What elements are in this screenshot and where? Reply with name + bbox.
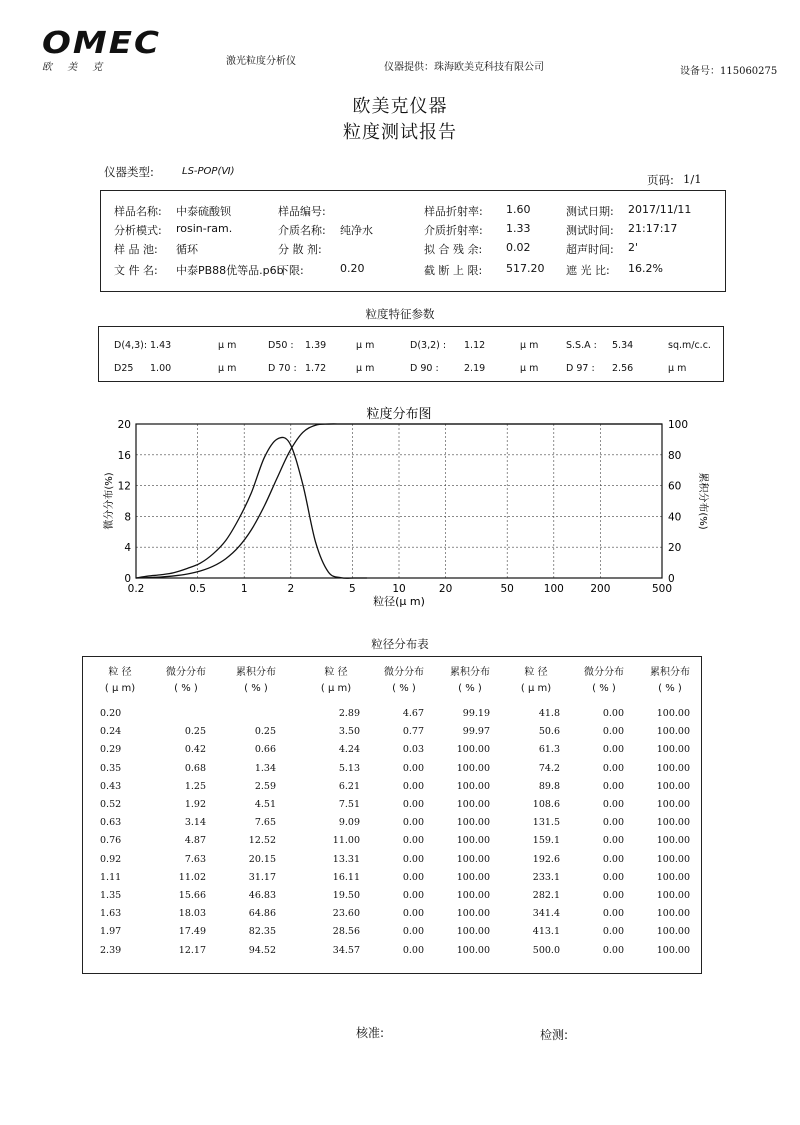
- param-label: D(3,2) :: [410, 340, 447, 351]
- y-right-tick-label: 100: [668, 419, 689, 431]
- table-cell: 100.00: [656, 835, 690, 847]
- table-cell: 1.92: [184, 799, 206, 810]
- table-cell: 0.35: [100, 762, 122, 774]
- table-cell: 0.00: [402, 853, 424, 865]
- info-label: 文 件 名:: [114, 264, 158, 277]
- instrument-type-value: LS-POP(Ⅵ): [182, 166, 235, 177]
- table-cell: 12.17: [178, 944, 206, 956]
- table-cell: 12.52: [248, 835, 276, 847]
- param-unit: μ m: [520, 340, 539, 351]
- param-value: 1.72: [305, 363, 327, 374]
- table-cell: 192.6: [532, 853, 560, 865]
- x-tick-label: 100: [543, 583, 564, 595]
- table-cell: 100.00: [456, 835, 490, 847]
- table-cell: 5.13: [338, 762, 360, 774]
- table-cell: 89.8: [538, 780, 560, 792]
- info-label: 测试日期:: [566, 205, 614, 218]
- table-cell: 100.00: [456, 926, 490, 938]
- table-cell: 0.24: [100, 726, 122, 738]
- table-cell: 4.67: [402, 708, 424, 719]
- table-cell: 0.29: [100, 744, 122, 756]
- param-label: D 97 :: [566, 363, 595, 374]
- table-cell: 34.57: [332, 944, 360, 956]
- table-header-line2: ( % ): [174, 683, 198, 694]
- table-cell: 31.17: [248, 871, 276, 883]
- table-cell: 100.00: [456, 871, 490, 883]
- x-tick-label: 0.2: [127, 583, 145, 595]
- param-unit: μ m: [218, 340, 237, 351]
- table-cell: 0.76: [100, 835, 122, 847]
- table-cell: 0.66: [254, 744, 276, 756]
- info-label: 样 品 池:: [114, 243, 158, 256]
- approve-label: 核准:: [356, 1026, 385, 1040]
- table-header-line2: ( % ): [244, 683, 268, 694]
- table-cell: 0.00: [402, 799, 424, 810]
- info-label: 测试时间:: [566, 224, 614, 237]
- table-header-line2: ( % ): [458, 683, 482, 694]
- table-header-line1: 微分分布: [584, 667, 624, 678]
- table-cell: 0.00: [602, 780, 624, 792]
- report-title: 粒度测试报告: [343, 122, 457, 143]
- table-cell: 2.89: [338, 708, 360, 719]
- table-cell: 100.00: [656, 708, 690, 719]
- info-value: 16.2%: [628, 262, 663, 275]
- table-cell: 19.50: [332, 890, 360, 901]
- page-value: 1/1: [683, 172, 702, 186]
- table-cell: 100.00: [456, 762, 490, 774]
- table-cell: 50.6: [538, 726, 560, 738]
- param-value: 1.39: [305, 340, 327, 351]
- param-unit: μ m: [520, 363, 539, 374]
- table-cell: 0.00: [602, 908, 624, 920]
- table-cell: 0.00: [602, 835, 624, 847]
- table-cell: 0.00: [602, 762, 624, 774]
- device-number: 设备号：115060275: [680, 66, 778, 77]
- x-tick-label: 20: [438, 583, 453, 595]
- y-tick-label: 0: [124, 573, 131, 585]
- param-unit: μ m: [356, 340, 375, 351]
- info-value: 循环: [176, 243, 198, 256]
- table-cell: 0.00: [602, 744, 624, 756]
- info-label: 介质名称:: [278, 224, 326, 237]
- report-title-company: 欧美克仪器: [352, 96, 448, 117]
- table-cell: 0.68: [184, 762, 206, 774]
- table-cell: 17.49: [178, 926, 206, 938]
- y-axis-label: 微分分布(%): [104, 472, 115, 530]
- param-value: 1.12: [464, 340, 486, 351]
- table-cell: 0.00: [602, 853, 624, 865]
- y-right-tick-label: 40: [668, 511, 682, 524]
- table-cell: 23.60: [332, 908, 360, 920]
- x-tick-label: 500: [651, 583, 673, 595]
- table-cell: 18.03: [178, 908, 206, 920]
- table-cell: 100.00: [456, 890, 490, 901]
- y-tick-label: 16: [117, 449, 131, 462]
- table-cell: 1.34: [254, 762, 276, 774]
- table-cell: 1.97: [100, 926, 122, 938]
- table-cell: 11.02: [178, 871, 206, 883]
- info-value: 21:17:17: [628, 222, 678, 235]
- table-cell: 413.1: [532, 926, 560, 938]
- particle-size-chart: [100, 400, 720, 620]
- table-cell: 100.00: [656, 908, 690, 920]
- info-value: 0.02: [506, 241, 531, 254]
- table-cell: 0.20: [100, 708, 122, 719]
- table-cell: 0.52: [100, 799, 122, 810]
- y-right-tick-label: 0: [668, 573, 675, 585]
- table-cell: 82.35: [248, 926, 276, 938]
- table-header-line2: ( % ): [392, 683, 416, 694]
- table-cell: 1.11: [100, 871, 122, 883]
- logo-subtext: 欧 美 克: [42, 62, 109, 73]
- table-cell: 1.35: [100, 890, 122, 901]
- y-axis-right-label: 累积分布(%): [697, 472, 708, 530]
- info-label: 样品编号:: [278, 205, 326, 218]
- y-tick-label: 4: [124, 542, 131, 555]
- table-header-line1: 累积分布: [450, 667, 490, 678]
- table-cell: 2.39: [100, 944, 122, 956]
- table-cell: 100.00: [656, 890, 690, 901]
- logo-text: OMEC: [42, 25, 161, 61]
- table-cell: 100.00: [456, 908, 490, 920]
- y-tick-label: 8: [124, 511, 131, 524]
- param-label: D25: [114, 363, 134, 374]
- table-header-line1: 微分分布: [384, 667, 424, 678]
- table-header-line1: 微分分布: [166, 667, 206, 678]
- param-value: 1.43: [150, 340, 172, 351]
- x-tick-label: 200: [590, 583, 611, 595]
- table-cell: 7.51: [338, 799, 360, 810]
- table-cell: 1.25: [184, 780, 206, 792]
- table-cell: 0.25: [254, 726, 276, 738]
- table-header-line2: ( % ): [658, 683, 682, 694]
- table-cell: 0.00: [602, 817, 624, 829]
- table-cell: 108.6: [532, 799, 560, 810]
- info-value: 1.60: [506, 203, 531, 216]
- table-cell: 0.03: [402, 744, 424, 756]
- table-cell: 0.42: [184, 744, 206, 756]
- table-cell: 159.1: [532, 835, 560, 847]
- table-cell: 100.00: [656, 853, 690, 865]
- table-cell: 15.66: [178, 890, 206, 901]
- y-tick-label: 12: [117, 480, 131, 493]
- table-cell: 0.92: [100, 853, 122, 865]
- table-cell: 99.19: [462, 708, 490, 719]
- info-value: 中泰硫酸钡: [176, 205, 231, 218]
- table-cell: 500.0: [532, 944, 560, 956]
- table-cell: 100.00: [656, 926, 690, 938]
- table-cell: 282.1: [532, 890, 560, 901]
- param-unit: sq.m/c.c.: [668, 340, 711, 351]
- instrument-provider: 仪器提供：珠海欧美克科技有限公司: [384, 62, 544, 73]
- x-tick-label: 10: [392, 583, 406, 595]
- table-cell: 100.00: [456, 744, 490, 756]
- info-label: 分析模式:: [114, 224, 162, 237]
- x-axis-label: 粒径(μ m): [373, 595, 425, 608]
- param-value: 5.34: [612, 340, 634, 351]
- info-value: 517.20: [506, 262, 545, 275]
- table-cell: 0.00: [602, 944, 624, 956]
- table-cell: 0.25: [184, 726, 206, 738]
- params-title: 粒度特征参数: [365, 307, 435, 321]
- table-header-line1: 粒 径: [324, 667, 348, 678]
- table-cell: 0.00: [402, 944, 424, 956]
- table-cell: 100.00: [456, 944, 490, 956]
- table-cell: 6.21: [338, 780, 360, 792]
- table-cell: 0.00: [602, 726, 624, 738]
- y-tick-label: 20: [117, 419, 131, 431]
- table-cell: 0.63: [100, 817, 122, 829]
- table-cell: 100.00: [656, 944, 690, 956]
- table-cell: 0.43: [100, 780, 122, 792]
- table-header-line1: 累积分布: [236, 667, 276, 678]
- param-label: D 90 :: [410, 363, 439, 374]
- info-value: 纯净水: [340, 224, 373, 237]
- table-cell: 0.00: [602, 926, 624, 938]
- y-right-tick-label: 60: [668, 480, 682, 493]
- table-cell: 7.65: [254, 817, 276, 829]
- chart-container: [100, 400, 720, 620]
- table-cell: 0.00: [602, 708, 624, 719]
- table-cell: 41.8: [538, 708, 560, 719]
- instrument-type-label: 仪器类型:: [104, 165, 154, 179]
- table-header-line2: ( μ m): [320, 683, 352, 694]
- info-label: 拟 合 残 余:: [424, 243, 483, 256]
- info-value: rosin-ram.: [176, 222, 233, 235]
- table-cell: 3.50: [338, 726, 360, 738]
- table-cell: 61.3: [538, 744, 560, 756]
- table-cell: 11.00: [332, 835, 360, 847]
- table-cell: 0.00: [602, 871, 624, 883]
- table-cell: 20.15: [248, 853, 276, 865]
- info-value: 2017/11/11: [628, 203, 692, 216]
- table-cell: 100.00: [656, 744, 690, 756]
- info-label: 介质折射率:: [424, 224, 483, 237]
- param-label: D(4,3):: [114, 340, 148, 351]
- table-cell: 1.63: [100, 908, 122, 920]
- page-label: 页码:: [647, 173, 674, 187]
- param-label: S.S.A :: [566, 340, 597, 351]
- x-tick-label: 5: [349, 583, 356, 595]
- table-cell: 9.09: [338, 817, 360, 829]
- table-cell: 0.00: [402, 835, 424, 847]
- table-header-line1: 粒 径: [108, 667, 132, 678]
- info-label: 超声时间:: [566, 243, 614, 256]
- chart-title: 粒度分布图: [366, 407, 432, 422]
- info-label: 分 散 剂:: [278, 243, 322, 256]
- param-unit: μ m: [668, 363, 687, 374]
- table-header-line2: ( % ): [592, 683, 616, 694]
- table-cell: 74.2: [538, 762, 560, 774]
- table-cell: 341.4: [532, 908, 560, 920]
- table-cell: 100.00: [656, 817, 690, 829]
- param-value: 2.56: [612, 363, 634, 374]
- table-cell: 100.00: [456, 780, 490, 792]
- table-cell: 0.77: [402, 726, 424, 738]
- info-label: 遮 光 比:: [566, 264, 610, 277]
- table-cell: 2.59: [254, 780, 276, 792]
- table-cell: 4.51: [254, 799, 276, 810]
- table-cell: 100.00: [456, 799, 490, 810]
- table-cell: 0.00: [402, 908, 424, 920]
- y-right-tick-label: 80: [668, 449, 682, 462]
- table-cell: 0.00: [602, 890, 624, 901]
- table-cell: 0.00: [402, 817, 424, 829]
- info-value: 1.33: [506, 222, 531, 235]
- table-cell: 100.00: [456, 853, 490, 865]
- table-cell: 100.00: [656, 780, 690, 792]
- table-cell: 94.52: [248, 944, 276, 956]
- table-cell: 4.87: [184, 835, 206, 847]
- table-cell: 100.00: [656, 799, 690, 810]
- table-header-line2: ( μ m): [520, 683, 552, 694]
- table-cell: 13.31: [332, 853, 360, 865]
- param-value: 2.19: [464, 363, 486, 374]
- table-cell: 4.24: [338, 744, 360, 756]
- table-header-line1: 粒 径: [524, 667, 548, 678]
- param-label: D50 :: [268, 340, 294, 351]
- table-cell: 100.00: [656, 762, 690, 774]
- table-cell: 233.1: [532, 871, 560, 883]
- table-cell: 46.83: [248, 890, 276, 901]
- info-label: 样品名称:: [114, 205, 162, 218]
- table-cell: 16.11: [332, 871, 360, 883]
- info-label: 下限:: [278, 264, 304, 277]
- table-cell: 0.00: [402, 780, 424, 792]
- differential-distribution-line: [136, 437, 367, 578]
- table-cell: 100.00: [656, 726, 690, 738]
- table-cell: 0.00: [602, 799, 624, 810]
- table-cell: 131.5: [532, 817, 560, 829]
- table-cell: 28.56: [332, 926, 360, 938]
- table-cell: 0.00: [402, 890, 424, 901]
- info-value: 0.20: [340, 262, 365, 275]
- param-value: 1.00: [150, 363, 172, 374]
- table-cell: 99.97: [462, 726, 490, 738]
- table-cell: 100.00: [456, 817, 490, 829]
- table-cell: 0.00: [402, 871, 424, 883]
- param-unit: μ m: [356, 363, 375, 374]
- x-tick-label: 0.5: [189, 583, 206, 595]
- omec-logo: [42, 26, 162, 78]
- table-cell: 100.00: [656, 871, 690, 883]
- instrument-name: 激光粒度分析仪: [226, 56, 296, 67]
- y-right-tick-label: 20: [668, 542, 682, 555]
- x-tick-label: 2: [287, 583, 295, 595]
- info-value: 中泰PB88优等品.p6b: [176, 264, 284, 277]
- x-tick-label: 1: [240, 583, 248, 595]
- table-cell: 3.14: [184, 817, 206, 829]
- param-label: D 70 :: [268, 363, 297, 374]
- info-value: 2': [628, 241, 639, 254]
- check-label: 检测:: [540, 1028, 569, 1042]
- table-header-line1: 累积分布: [650, 667, 690, 678]
- table-header-line2: ( μ m): [104, 683, 136, 694]
- table-title: 粒径分布表: [371, 637, 429, 651]
- info-label: 样品折射率:: [424, 205, 483, 218]
- table-cell: 0.00: [402, 762, 424, 774]
- table-cell: 64.86: [248, 908, 276, 920]
- x-tick-label: 50: [500, 583, 514, 595]
- param-unit: μ m: [218, 363, 237, 374]
- table-cell: 7.63: [184, 853, 206, 865]
- table-cell: 0.00: [402, 926, 424, 938]
- info-label: 截 断 上 限:: [424, 264, 483, 277]
